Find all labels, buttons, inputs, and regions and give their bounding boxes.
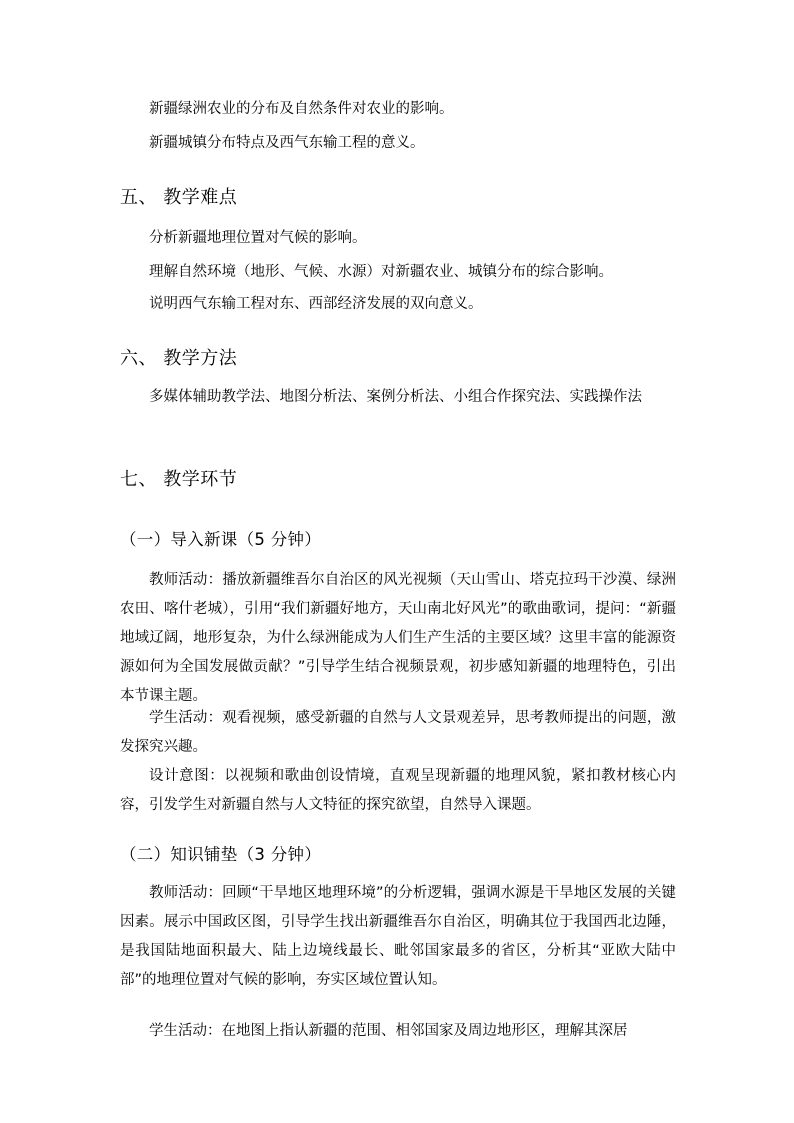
subheading-introduction: （一）导入新课（5 分钟） [120, 530, 322, 549]
paragraph-teaching-methods: 多媒体辅助教学法、地图分析法、案例分析法、小组合作探究法、实践操作法 [149, 389, 642, 405]
paragraph-intro-student-activity: 学生活动：观看视频，感受新疆的自然与人文景观差异，思考教师提出的问题，激发探究兴趣。 [120, 710, 676, 755]
heading-teaching-methods: 六、 教学方法 [120, 348, 238, 369]
paragraph-oasis-agriculture: 新疆绿洲农业的分布及自然条件对农业的影响。 [149, 101, 454, 117]
paragraph-difficulty-1: 分析新疆地理位置对气候的影响。 [149, 230, 367, 246]
paragraph-foundation-teacher-activity: 教师活动：回顾“干旱地区地理环境”的分析逻辑，强调水源是干旱地区发展的关键因素。展示中国政区图，引导学生找出新疆维吾尔自治区，明确其位于我国西北边陲，是我国陆地面积最大、陆上边境线最长、毗邻国家最多的省区，分析其“亚欧大陆中部”的地理位置对气候的影响，夯实区域位置认知。 [120, 885, 676, 988]
paragraph-foundation-student-activity: 学生活动：在地图上指认新疆的范围、相邻国家及周边地形区，理解其深居 [149, 1023, 628, 1039]
paragraph-intro-teacher-activity: 教师活动：播放新疆维吾尔自治区的风光视频（天山雪山、塔克拉玛干沙漠、绿洲农田、喀什老城），引用“我们新疆好地方，天山南北好风光”的歌曲歌词，提问：“新疆地域辽阔，地形复杂，为什么绿洲能成为人们生产生活的主要区域？这里丰富的能源资源如何为全国发展做贡献？”引导学生结合视频景观，初步感知新疆的地理特色，引出本节课主题。 [120, 572, 676, 704]
heading-teaching-process: 七、 教学环节 [120, 469, 238, 490]
paragraph-difficulty-3: 说明西气东输工程对东、西部经济发展的双向意义。 [149, 296, 483, 312]
paragraph-difficulty-2: 理解自然环境（地形、气候、水源）对新疆农业、城镇分布的综合影响。 [149, 264, 613, 280]
subheading-knowledge-foundation: （二）知识铺垫（3 分钟） [120, 845, 322, 864]
paragraph-town-distribution: 新疆城镇分布特点及西气东输工程的意义。 [149, 135, 425, 151]
heading-teaching-difficulties: 五、 教学难点 [120, 187, 238, 208]
paragraph-intro-design-intent: 设计意图：以视频和歌曲创设情境，直观呈现新疆的地理风貌，紧扣教材核心内容，引发学生对新疆自然与人文特征的探究欲望，自然导入课题。 [120, 768, 676, 813]
